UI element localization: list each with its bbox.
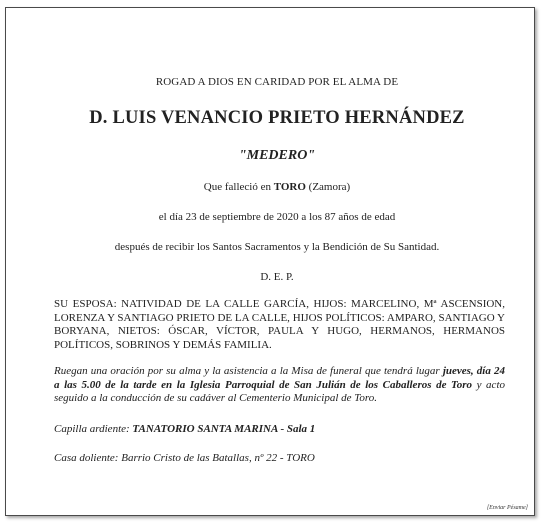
obituary-card: [5, 7, 535, 516]
death-place-suffix: (Zamora): [305, 181, 351, 193]
house-line: [54, 452, 505, 464]
death-place-prefix: Que falleció en: [203, 181, 274, 193]
notice-header: ROGAD A DIOS EN CARIDAD POR EL ALMA DE: [155, 76, 399, 88]
death-place: TORO: [273, 181, 306, 193]
funeral-paragraph: [54, 365, 505, 406]
rip-text: D. E. P.: [260, 271, 294, 283]
house-label: Casa doliente:: [54, 452, 122, 464]
house-value: Barrio Cristo de las Batallas, nº 22 - TORO: [121, 452, 315, 464]
deceased-name: D. LUIS VENANCIO PRIETO HERNÁNDEZ: [89, 108, 465, 128]
funeral-details: jueves, día 24 a las 5.00 de la tarde en la Iglesia Parroquial de San Julián de los Caballeros de Toro: [54, 365, 505, 391]
funeral-text-start: Ruegan una oración por su alma y la asistencia a la Misa de funeral que tendrá lugar: [54, 365, 443, 377]
chapel-line: [54, 423, 505, 435]
deceased-nickname: "MEDERO": [238, 148, 316, 163]
death-place-line: [49, 181, 505, 193]
funeral-text-end: y acto seguido a la conducción de su cadáver al Cementerio Municipal de Toro.: [54, 378, 505, 404]
chapel-value: TANATORIO SANTA MARINA - Sala 1: [132, 423, 316, 435]
sacraments-line: después de recibir los Santos Sacramentos y la Bendición de Su Santidad.: [114, 241, 440, 253]
death-date-line: el día 23 de septiembre de 2020 a los 87 años de edad: [158, 211, 396, 223]
chapel-label: Capilla ardiente:: [54, 423, 133, 435]
send-condolence-link[interactable]: [Enviar Pésame]: [486, 505, 528, 511]
family-paragraph: SU ESPOSA: NATIVIDAD DE LA CALLE GARCÍA, HIJOS: MARCELINO, Mª ASCENSION, LORENZA Y SANTIAGO PRIETO DE LA CALLE, HIJOS POLÍTICOS: AMPARO, SANTIAGO Y BORYANA, NIETOS: ÓSCAR, VÍCTOR, PAULA Y HUGO, HERMANOS, HERMANOS POLÍTICOS, SOBRINOS Y DEMÁS FAMILIA.: [54, 298, 505, 351]
